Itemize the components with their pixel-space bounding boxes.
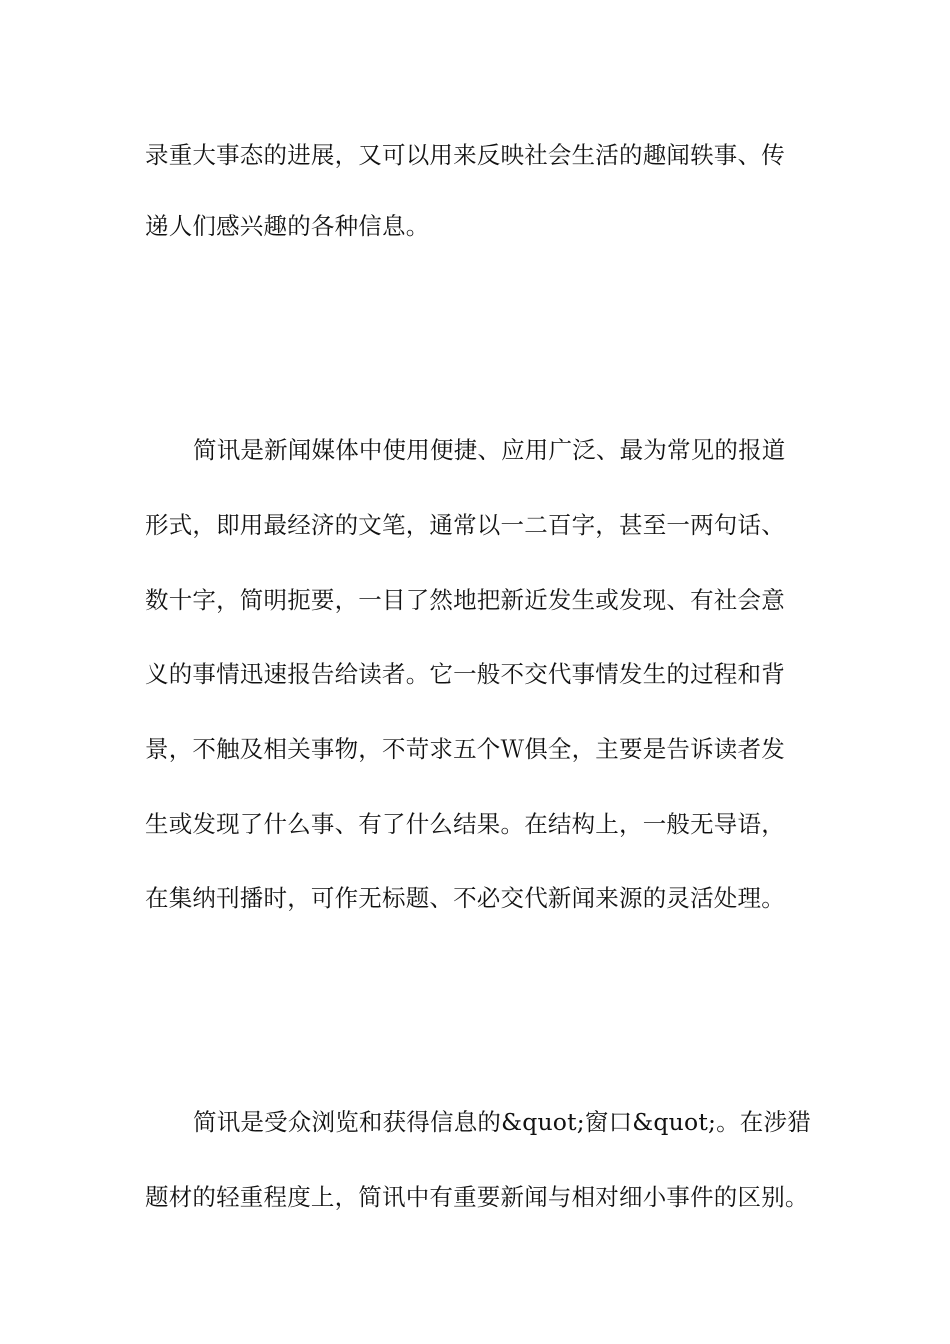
paragraph-3-line-1: 简讯是受众浏览和获得信息的&quot;窗口&quot;。在涉猎 [193,1108,811,1136]
paragraph-2-line-2: 形式，即用最经济的文笔，通常以一二百字，甚至一两句话、 [145,511,785,539]
paragraph-1-line-1: 录重大事态的进展，又可以用来反映社会生活的趣闻轶事、传 [145,141,785,169]
paragraph-2-line-5: 景，不触及相关事物，不苛求五个Ｗ俱全，主要是告诉读者发 [145,735,785,763]
paragraph-2-line-3: 数十字，简明扼要，一目了然地把新近发生或发现、有社会意 [145,586,785,614]
paragraph-2-line-6: 生或发现了什么事、有了什么结果。在结构上，一般无导语， [145,810,785,838]
paragraph-2-line-7: 在集纳刊播时，可作无标题、不必交代新闻来源的灵活处理。 [145,884,785,912]
paragraph-3-line-2: 题材的轻重程度上，简讯中有重要新闻与相对细小事件的区别。 [145,1183,809,1211]
paragraph-1-line-2: 递人们感兴趣的各种信息。 [145,212,430,240]
paragraph-2-line-1: 简讯是新闻媒体中使用便捷、应用广泛、最为常见的报道 [193,436,786,464]
paragraph-2-line-4: 义的事情迅速报告给读者。它一般不交代事情发生的过程和背 [145,660,785,688]
